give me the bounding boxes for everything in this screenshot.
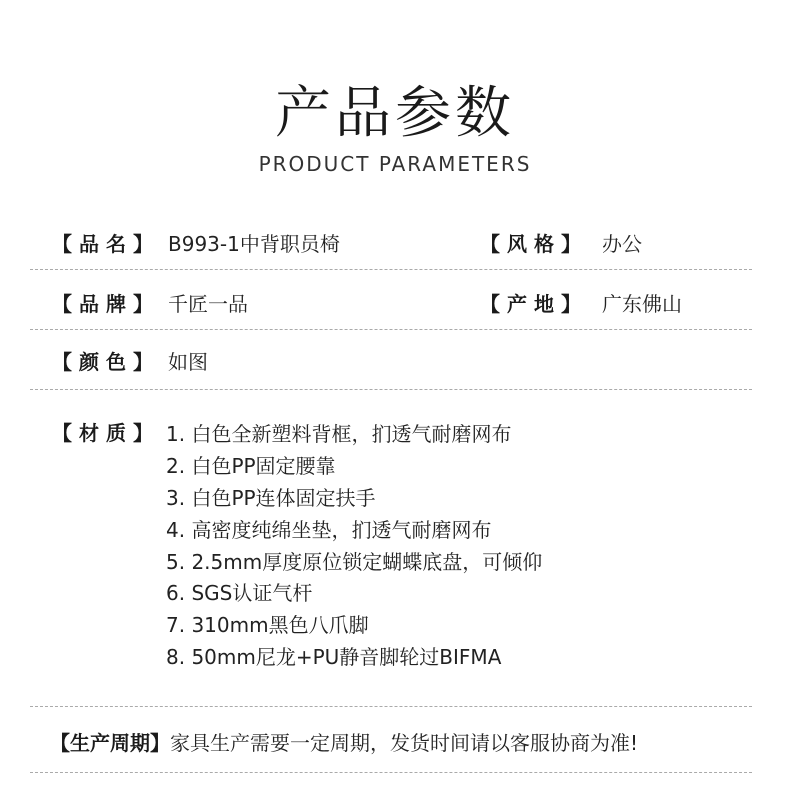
page-title-block bbox=[0, 78, 790, 176]
param-value-color: 如图 bbox=[168, 350, 208, 374]
material-item: 3. 白色PP连体固定扶手 bbox=[166, 485, 376, 510]
production-notice bbox=[50, 728, 638, 758]
row-divider bbox=[30, 269, 752, 270]
row-divider bbox=[30, 329, 752, 330]
param-value-brand: 千匠一品 bbox=[168, 292, 248, 316]
page-subtitle: PRODUCT PARAMETERS bbox=[258, 152, 532, 176]
row-divider bbox=[30, 772, 752, 773]
param-label-color: 【颜色】 bbox=[52, 350, 160, 374]
material-item: 7. 310mm黑色八爪脚 bbox=[166, 613, 369, 638]
param-row-color bbox=[52, 347, 752, 377]
param-value-name: B993-1中背职员椅 bbox=[168, 232, 340, 256]
notice-text: 家具生产需要一定周期，发货时间请以客服协商为准! bbox=[170, 731, 639, 755]
param-label-origin: 【产地】 bbox=[480, 292, 588, 316]
material-item: 4. 高密度纯绵坐垫，扪透气耐磨网布 bbox=[166, 517, 492, 542]
material-item: 2. 白色PP固定腰靠 bbox=[166, 453, 336, 478]
material-item: 5. 2.5mm厚度原位锁定蝴蝶底盘，可倾仰 bbox=[166, 549, 543, 574]
notice-label: 【生产周期】 bbox=[50, 731, 170, 755]
page-title: 产品参数 bbox=[275, 81, 515, 146]
param-label-style: 【风格】 bbox=[480, 232, 588, 256]
param-row-name-style bbox=[52, 229, 752, 259]
material-item: 6. SGS认证气杆 bbox=[166, 581, 313, 606]
material-item: 8. 50mm尼龙+PU静音脚轮过BIFMA bbox=[166, 645, 502, 670]
param-label-brand: 【品牌】 bbox=[52, 292, 160, 316]
param-value-style: 办公 bbox=[602, 232, 642, 256]
param-label-name: 【品名】 bbox=[52, 232, 160, 256]
param-label-material: 【材质】 bbox=[52, 421, 160, 445]
row-divider bbox=[30, 389, 752, 390]
row-divider bbox=[30, 706, 752, 707]
material-list bbox=[166, 419, 542, 674]
param-row-brand-origin bbox=[52, 289, 752, 319]
param-value-origin: 广东佛山 bbox=[602, 292, 682, 316]
material-item: 1. 白色全新塑料背框，扪透气耐磨网布 bbox=[166, 422, 512, 446]
